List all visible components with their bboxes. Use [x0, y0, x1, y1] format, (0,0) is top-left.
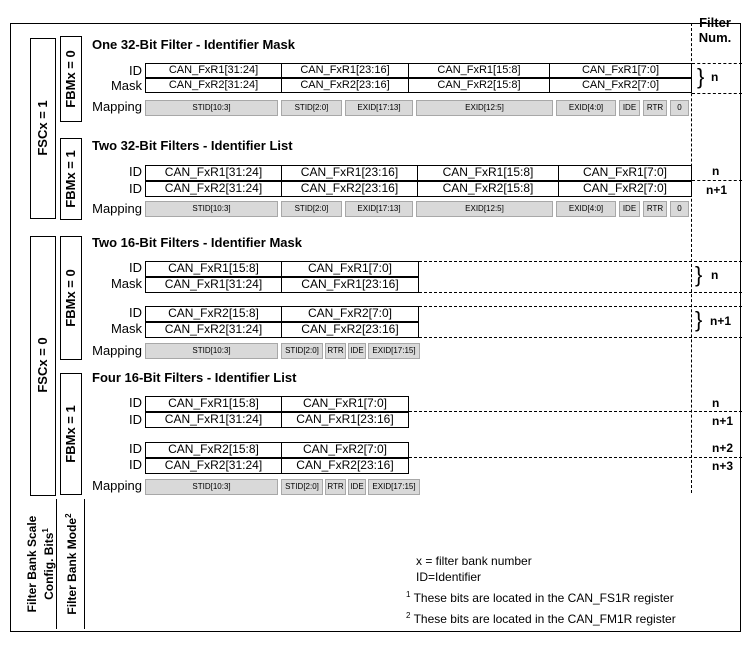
s4-a-id1-label: ID [129, 395, 142, 410]
s2-map-ide: IDE [619, 201, 640, 217]
mode-label-sup: 2 [64, 513, 73, 518]
s2-r2-c1: CAN_FxR2[31:24] [145, 181, 282, 197]
s3-b-id-label: ID [129, 305, 142, 320]
scale-label [25, 501, 57, 627]
s2-map-stid-high: STID[10:3] [145, 201, 278, 217]
s4-map-exid: EXID[17:15] [368, 479, 420, 495]
s3-brace2: } [695, 307, 703, 332]
scale-label-line1: Filter Bank Scale [25, 515, 39, 613]
s4-a-dash-mid [409, 411, 742, 412]
legend-note1 [406, 590, 674, 605]
scale-label-text: Config. Bits [42, 532, 56, 600]
s3-a-dash-top [419, 261, 742, 262]
s4-fnum3: n+2 [712, 441, 734, 455]
s3-a-id-label: ID [129, 260, 142, 275]
s4-map-stid-high: STID[10:3] [145, 479, 278, 495]
s3-a-r2-c1: CAN_FxR1[31:24] [145, 277, 282, 293]
s2-fnum1: n [712, 164, 720, 178]
s3-fnum2: n+1 [710, 314, 732, 328]
legend-line1: x = filter bank number [416, 554, 532, 568]
s3-brace1: } [695, 262, 703, 287]
s1-brace: } [697, 64, 705, 89]
s4-a-r1-c2: CAN_FxR1[7:0] [281, 396, 409, 412]
s3-b-r2-c1: CAN_FxR2[31:24] [145, 322, 282, 338]
s1-dash-bottom [692, 93, 742, 94]
s4-b-id1-label: ID [129, 441, 142, 456]
s1-r2-c2: CAN_FxR2[23:16] [281, 78, 409, 93]
s1-map-exid-17-13: EXID[17:13] [345, 100, 413, 116]
s3-b-mask-label: Mask [110, 321, 142, 336]
s3-a-r2-c2: CAN_FxR1[23:16] [281, 277, 419, 293]
s4-map-rtr: RTR [325, 479, 346, 495]
s2-id2-label: ID [129, 181, 142, 196]
s4-fnum2: n+1 [712, 414, 734, 428]
filter-num-header-line1: Filter [699, 15, 731, 30]
s4-map-ide: IDE [348, 479, 366, 495]
fbm0-label-b: FBMx = 0 [63, 269, 78, 327]
s2-r2-c4: CAN_FxR2[7:0] [558, 181, 692, 197]
s3-b-dash-bottom [419, 337, 742, 338]
section3-title: Two 16-Bit Filters - Identifier Mask [92, 235, 302, 250]
s1-mapping-label: Mapping [92, 99, 142, 114]
s1-map-zero: 0 [670, 100, 689, 116]
s4-a-r2-c2: CAN_FxR1[23:16] [281, 412, 409, 428]
legend-note2-text: These bits are located in the CAN_FM1R register [413, 612, 676, 626]
s1-map-stid-high: STID[10:3] [145, 100, 278, 116]
s2-map-zero: 0 [670, 201, 689, 217]
fbm1-label-b: FBMx = 1 [63, 405, 78, 463]
legend-note2-sup: 2 [406, 611, 411, 620]
s3-b-r2-c2: CAN_FxR2[23:16] [281, 322, 419, 338]
s3-b-r1-c2: CAN_FxR2[7:0] [281, 306, 419, 322]
s4-mapping-label: Mapping [92, 478, 142, 493]
s1-r2-c4: CAN_FxR2[7:0] [549, 78, 692, 93]
s1-r1-c2: CAN_FxR1[23:16] [281, 63, 409, 78]
s2-map-exid-12-5: EXID[12:5] [416, 201, 553, 217]
s1-map-stid-low: STID[2:0] [281, 100, 342, 116]
s1-map-ide: IDE [619, 100, 640, 116]
s1-r2-c3: CAN_FxR2[15:8] [408, 78, 550, 93]
scale-label-sup: 1 [41, 528, 50, 533]
s2-r2-c3: CAN_FxR2[15:8] [417, 181, 559, 197]
s4-a-r2-c1: CAN_FxR1[31:24] [145, 412, 282, 428]
s2-r1-c1: CAN_FxR1[31:24] [145, 165, 282, 181]
s2-r1-c4: CAN_FxR1[7:0] [558, 165, 692, 181]
s2-map-exid-17-13: EXID[17:13] [345, 201, 413, 217]
scale-label-line2 [39, 501, 56, 627]
s3-b-dash-top [419, 306, 742, 307]
s4-b-r1-c1: CAN_FxR2[15:8] [145, 442, 282, 458]
s4-fnum4: n+3 [712, 459, 734, 473]
s4-map-stid-low: STID[2:0] [281, 479, 323, 495]
s2-fnum2: n+1 [706, 183, 728, 197]
section1-title: One 32-Bit Filter - Identifier Mask [92, 37, 295, 52]
legend-line2: ID=Identifier [416, 570, 482, 584]
s2-r1-c3: CAN_FxR1[15:8] [417, 165, 559, 181]
s1-fnum: n [711, 70, 719, 84]
s1-id-label: ID [129, 63, 142, 78]
s4-a-r1-c1: CAN_FxR1[15:8] [145, 396, 282, 412]
s3-fnum1: n [711, 268, 719, 282]
s4-b-id2-label: ID [129, 457, 142, 472]
s2-dash-mid [692, 180, 742, 181]
s3-a-mask-label: Mask [110, 276, 142, 291]
fbm0-label-a: FBMx = 0 [63, 50, 78, 108]
s2-id1-label: ID [129, 164, 142, 179]
s3-mapping-label: Mapping [92, 343, 142, 358]
s2-r2-c2: CAN_FxR2[23:16] [281, 181, 418, 197]
fsc1-label: FSCx = 1 [35, 100, 50, 156]
filter-num-header-line2: Num. [698, 30, 732, 45]
s4-b-r2-c1: CAN_FxR2[31:24] [145, 458, 282, 474]
s3-a-dash-bottom [419, 292, 742, 293]
s3-a-r1-c2: CAN_FxR1[7:0] [281, 261, 419, 277]
s1-map-exid-4-0: EXID[4:0] [556, 100, 616, 116]
s2-map-stid-low: STID[2:0] [281, 201, 342, 217]
fsc0-label: FSCx = 0 [35, 337, 50, 393]
s3-map-exid: EXID[17:15] [368, 343, 420, 359]
s2-map-exid-4-0: EXID[4:0] [556, 201, 616, 217]
mode-label-text: Filter Bank Mode [65, 517, 79, 615]
s3-map-stid-low: STID[2:0] [281, 343, 323, 359]
section2-title: Two 32-Bit Filters - Identifier List [92, 138, 293, 153]
s3-map-rtr: RTR [325, 343, 346, 359]
s1-r1-c1: CAN_FxR1[31:24] [145, 63, 282, 78]
legend-note1-sup: 1 [406, 590, 411, 599]
s3-b-r1-c1: CAN_FxR2[15:8] [145, 306, 282, 322]
s1-mask-label: Mask [110, 78, 142, 93]
s2-mapping-label: Mapping [92, 201, 142, 216]
s4-fnum1: n [712, 396, 720, 410]
mode-label [64, 501, 80, 627]
s1-map-exid-12-5: EXID[12:5] [416, 100, 553, 116]
s1-r1-c3: CAN_FxR1[15:8] [408, 63, 550, 78]
legend-note2 [406, 611, 676, 626]
s4-b-r1-c2: CAN_FxR2[7:0] [281, 442, 409, 458]
fbm1-label-a: FBMx = 1 [63, 150, 78, 208]
section4-title: Four 16-Bit Filters - Identifier List [92, 370, 297, 385]
s4-b-r2-c2: CAN_FxR2[23:16] [281, 458, 409, 474]
s2-r1-c2: CAN_FxR1[23:16] [281, 165, 418, 181]
s1-map-rtr: RTR [643, 100, 667, 116]
s2-map-rtr: RTR [643, 201, 667, 217]
s1-r2-c1: CAN_FxR2[31:24] [145, 78, 282, 93]
s3-map-ide: IDE [348, 343, 366, 359]
s3-a-r1-c1: CAN_FxR1[15:8] [145, 261, 282, 277]
s4-a-id2-label: ID [129, 412, 142, 427]
legend-note1-text: These bits are located in the CAN_FS1R register [413, 591, 674, 605]
s1-r1-c4: CAN_FxR1[7:0] [549, 63, 692, 78]
s4-b-dash-mid [409, 457, 742, 458]
s3-map-stid-high: STID[10:3] [145, 343, 278, 359]
